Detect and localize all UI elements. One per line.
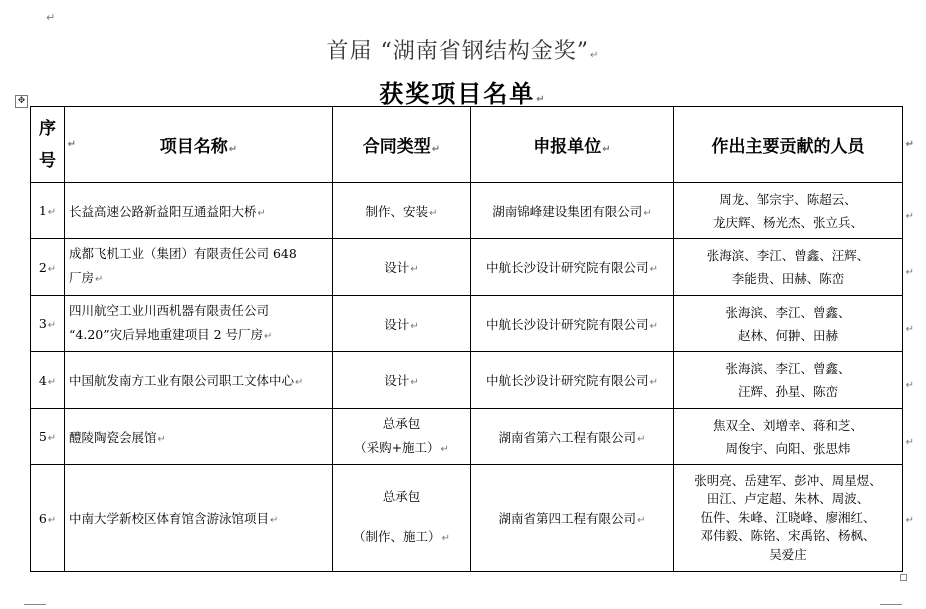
project-name: 醴陵陶瓷会展馆↵ [65,409,333,465]
paragraph-mark: ↵ [46,11,56,24]
reporting-unit: 湖南省第六工程有限公司↵ [471,409,674,465]
reporting-unit: 中航长沙设计研究院有限公司↵ [471,352,674,409]
table-resize-handle[interactable] [900,574,907,581]
project-name: 成都飞机工业（集团）有限责任公司 648 厂房↵ [65,239,333,296]
page-margin-line [880,604,902,605]
reporting-unit: 湖南省第四工程有限公司↵ [471,465,674,572]
document-title-line1: 首届 “湖南省钢结构金奖”↵ [326,39,600,64]
project-name: 中南大学新校区体育馆含游泳馆项目↵ [65,465,333,572]
reporting-unit: 湖南锦峰建设集团有限公司↵ [471,183,674,239]
document-title-line2: 获奖项目名单↵ [379,80,547,108]
row-number: 2↵ [31,239,65,296]
header-unit: 申报单位↵ [471,107,674,183]
project-name: 四川航空工业川西机器有限责任公司 “4.20”灾后异地重建项目 2 号厂房↵ [65,296,333,352]
table-row [31,296,903,352]
table-row [31,352,903,409]
contract-type: 总承包 （制作、施工）↵ [333,465,471,572]
project-name: 长益高速公路新益阳互通益阳大桥↵ [65,183,333,239]
header-contract-type: 合同类型↵ [333,107,471,183]
contributors: 张明亮、岳建军、彭冲、周星煜、 田江、卢定超、朱林、周波、 伍件、朱峰、江晓峰、廖湘红、 邓伟毅、陈铭、宋禹铭、杨枫、 吴爱庄 ↵ [674,465,903,572]
contract-type: 设计↵ [333,296,471,352]
contract-type: 设计↵ [333,352,471,409]
contract-type: 设计↵ [333,239,471,296]
row-number: 4↵ [31,352,65,409]
header-seq: 序号 ↵ [31,107,65,183]
table-row [31,465,903,572]
project-name: 中国航发南方工业有限公司职工文体中心↵ [65,352,333,409]
contributors: 焦双全、刘增幸、蒋和芝、 周俊宇、向阳、张思炜 ↵ [674,409,903,465]
award-table [30,106,914,572]
header-people: 作出主要贡献的人员 ↵ [674,107,903,183]
contract-type: 总承包 （采购+施工）↵ [333,409,471,465]
row-number: 1↵ [31,183,65,239]
reporting-unit: 中航长沙设计研究院有限公司↵ [471,296,674,352]
contract-type: 制作、安装↵ [333,183,471,239]
table-header-row [31,107,903,183]
header-project-name: 项目名称↵ [65,107,333,183]
contributors: 周龙、邹宗宇、陈超云、 龙庆辉、杨光杰、张立兵、 ↵ [674,183,903,239]
contributors: 张海滨、李江、曾鑫、汪辉、 李能贵、田赫、陈峦 ↵ [674,239,903,296]
row-number: 5↵ [31,409,65,465]
reporting-unit: 中航长沙设计研究院有限公司↵ [471,239,674,296]
row-number: 6↵ [31,465,65,572]
table-row [31,409,903,465]
page-margin-line [24,604,46,605]
table-row [31,183,903,239]
table-move-handle-icon[interactable]: ✥ [15,95,28,108]
table-row [31,239,903,296]
contributors: 张海滨、李江、曾鑫、 赵林、何翀、田赫 ↵ [674,296,903,352]
row-number: 3↵ [31,296,65,352]
contributors: 张海滨、李江、曾鑫、 汪辉、孙星、陈峦 ↵ [674,352,903,409]
